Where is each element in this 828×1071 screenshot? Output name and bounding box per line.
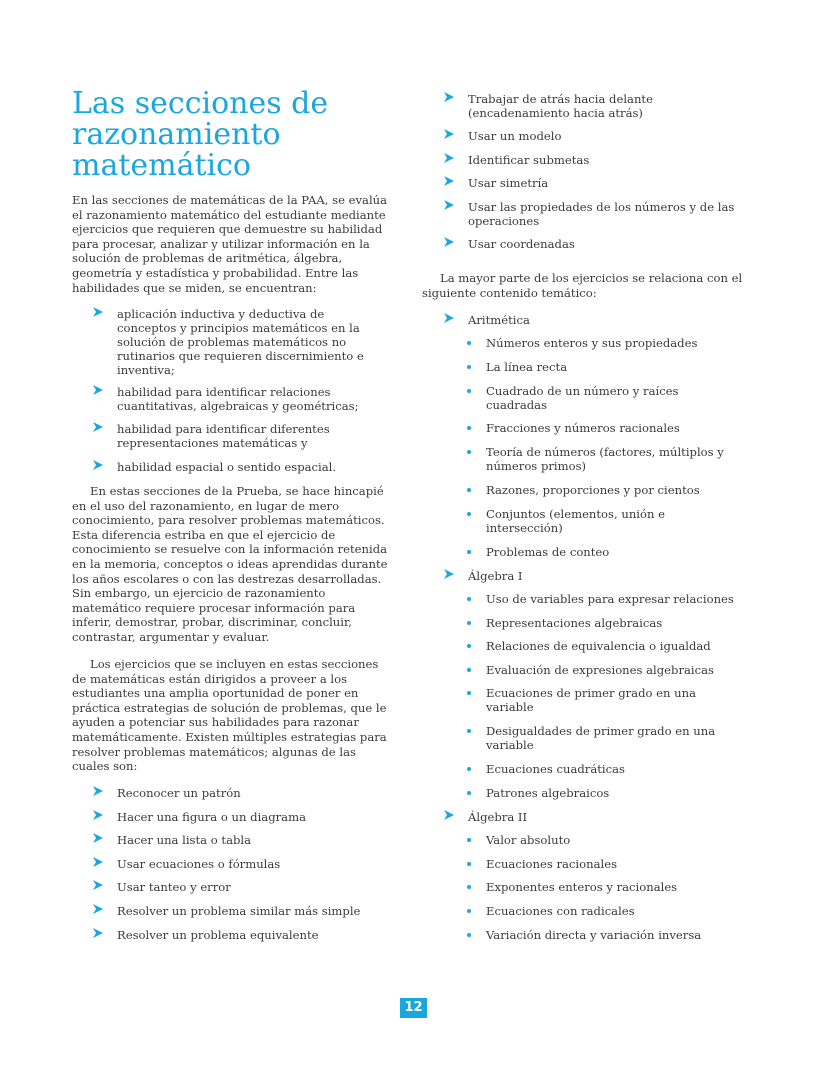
- arrow-bullet-icon: [443, 152, 455, 164]
- bullet-dot-icon: [467, 426, 471, 430]
- reasoning-paragraph: En estas secciones de la Prueba, se hace hincapié en el uso del razonamiento, en lugar de mero conocimiento, para resolver problemas matemáticos. Esta diferencia estriba en que el ejercicio de conocimiento se resuelve con la información retenida en la memoria, conceptos o ideas aprendidas durante los años escolares o con las destrezas desarrolladas. Sin embargo, un ejercicio de razonamiento matemático requiere procesar información para inferir, demostrar, probar, discriminar, concluir, contrastar, argumentar y evaluar.: [72, 484, 388, 644]
- arrow-bullet-icon: [92, 927, 104, 939]
- skill-item: habilidad para identificar relaciones cuantitativas, algebraicas y geométricas;: [117, 385, 359, 413]
- bullet-dot-icon: [467, 365, 471, 369]
- arrow-bullet-icon: [443, 175, 455, 187]
- bullet-dot-icon: [467, 668, 471, 672]
- bullet-dot-icon: [467, 512, 471, 516]
- strategy-item: Usar las propiedades de los números y de las operaciones: [468, 200, 735, 228]
- topic-item: Evaluación de expresiones algebraicas: [486, 663, 714, 677]
- arrow-bullet-icon: [92, 785, 104, 797]
- topic-item: Desigualdades de primer grado en una variable: [486, 724, 716, 752]
- topic-heading-algebra-2: Álgebra II: [468, 810, 528, 824]
- topic-heading-algebra-1: Álgebra I: [468, 569, 523, 583]
- topic-item: Patrones algebraicos: [486, 786, 610, 800]
- topic-item: Representaciones algebraicas: [486, 616, 663, 630]
- strategy-item: Identificar submetas: [468, 153, 590, 167]
- strategies-paragraph: Los ejercicios que se incluyen en estas secciones de matemáticas están dirigidos a proveer a los estudiantes una amplia oportunidad de poner en práctica estrategias de solución de problemas, que le ayuden a potenciar sus habilidades para razonar matemáticamente. Existen múltiples estrategias para resolver problemas matemáticos; algunas de las cuales son:: [72, 657, 387, 774]
- skill-item: aplicación inductiva y deductiva de conceptos y principios matemáticos en la solución de problemas matemáticos no rutinarios que requieren discernimiento e inventiva;: [117, 307, 364, 377]
- topic-item: Razones, proporciones y por cientos: [486, 483, 700, 497]
- bullet-dot-icon: [467, 885, 471, 889]
- page-title: Las secciones de razonamiento matemático: [72, 86, 329, 183]
- bullet-dot-icon: [467, 389, 471, 393]
- topic-item: Uso de variables para expresar relaciones: [486, 592, 734, 606]
- bullet-dot-icon: [467, 691, 471, 695]
- topic-item: Relaciones de equivalencia o igualdad: [486, 639, 711, 653]
- topic-item: Ecuaciones cuadráticas: [486, 762, 625, 776]
- bullet-dot-icon: [467, 644, 471, 648]
- arrow-bullet-icon: [443, 809, 455, 821]
- strategy-item: Usar simetría: [468, 176, 549, 190]
- arrow-bullet-icon: [92, 459, 104, 471]
- bullet-dot-icon: [467, 488, 471, 492]
- bullet-dot-icon: [467, 838, 471, 842]
- bullet-dot-icon: [467, 450, 471, 454]
- topic-item: Valor absoluto: [486, 833, 571, 847]
- page-number: 12: [400, 998, 427, 1018]
- arrow-bullet-icon: [92, 879, 104, 891]
- arrow-bullet-icon: [443, 128, 455, 140]
- strategy-item: Usar coordenadas: [468, 237, 575, 251]
- topic-item: Ecuaciones de primer grado en una variable: [486, 686, 697, 714]
- strategy-item: Resolver un problema equivalente: [117, 928, 319, 942]
- strategy-item: Trabajar de atrás hacia delante (encadenamiento hacia atrás): [468, 92, 653, 120]
- topic-item: Problemas de conteo: [486, 545, 610, 559]
- topic-heading-aritmetica: Aritmética: [468, 313, 530, 327]
- bullet-dot-icon: [467, 729, 471, 733]
- strategy-item: Hacer una figura o un diagrama: [117, 810, 307, 824]
- intro-paragraph: En las secciones de matemáticas de la PAA, se evalúa el razonamiento matemático del estudiante mediante ejercicios que requieren que demuestre su habilidad para procesar, analizar y utilizar información en la solución de problemas de aritmética, álgebra, geometría y estadística y probabilidad. Entre las habilidades que se miden, se encuentran:: [72, 193, 388, 295]
- arrow-bullet-icon: [443, 312, 455, 324]
- bullet-dot-icon: [467, 767, 471, 771]
- arrow-bullet-icon: [92, 421, 104, 433]
- bullet-dot-icon: [467, 597, 471, 601]
- bullet-dot-icon: [467, 909, 471, 913]
- topic-item: Ecuaciones con radicales: [486, 904, 635, 918]
- content-intro-paragraph: La mayor parte de los ejercicios se relaciona con el siguiente contenido temático:: [422, 271, 743, 300]
- topic-item: Cuadrado de un número y raíces cuadradas: [486, 384, 679, 412]
- bullet-dot-icon: [467, 862, 471, 866]
- strategy-item: Usar un modelo: [468, 129, 562, 143]
- arrow-bullet-icon: [92, 856, 104, 868]
- arrow-bullet-icon: [443, 91, 455, 103]
- strategy-item: Reconocer un patrón: [117, 786, 241, 800]
- arrow-bullet-icon: [443, 236, 455, 248]
- arrow-bullet-icon: [92, 903, 104, 915]
- arrow-bullet-icon: [92, 832, 104, 844]
- bullet-dot-icon: [467, 621, 471, 625]
- topic-item: Conjuntos (elementos, unión e intersección): [486, 507, 665, 535]
- bullet-dot-icon: [467, 933, 471, 937]
- topic-item: La línea recta: [486, 360, 568, 374]
- arrow-bullet-icon: [443, 199, 455, 211]
- skill-item: habilidad espacial o sentido espacial.: [117, 460, 337, 474]
- topic-item: Números enteros y sus propiedades: [486, 336, 698, 350]
- strategy-item: Resolver un problema similar más simple: [117, 904, 361, 918]
- topic-item: Variación directa y variación inversa: [486, 928, 702, 942]
- arrow-bullet-icon: [92, 809, 104, 821]
- bullet-dot-icon: [467, 341, 471, 345]
- bullet-dot-icon: [467, 791, 471, 795]
- strategy-item: Hacer una lista o tabla: [117, 833, 252, 847]
- topic-item: Ecuaciones racionales: [486, 857, 618, 871]
- topic-item: Exponentes enteros y racionales: [486, 880, 678, 894]
- arrow-bullet-icon: [92, 306, 104, 318]
- topic-item: Teoría de números (factores, múltiplos y números primos): [486, 445, 724, 473]
- skill-item: habilidad para identificar diferentes representaciones matemáticas y: [117, 422, 330, 450]
- arrow-bullet-icon: [443, 568, 455, 580]
- bullet-dot-icon: [467, 550, 471, 554]
- strategy-item: Usar tanteo y error: [117, 880, 231, 894]
- strategy-item: Usar ecuaciones o fórmulas: [117, 857, 281, 871]
- topic-item: Fracciones y números racionales: [486, 421, 680, 435]
- arrow-bullet-icon: [92, 384, 104, 396]
